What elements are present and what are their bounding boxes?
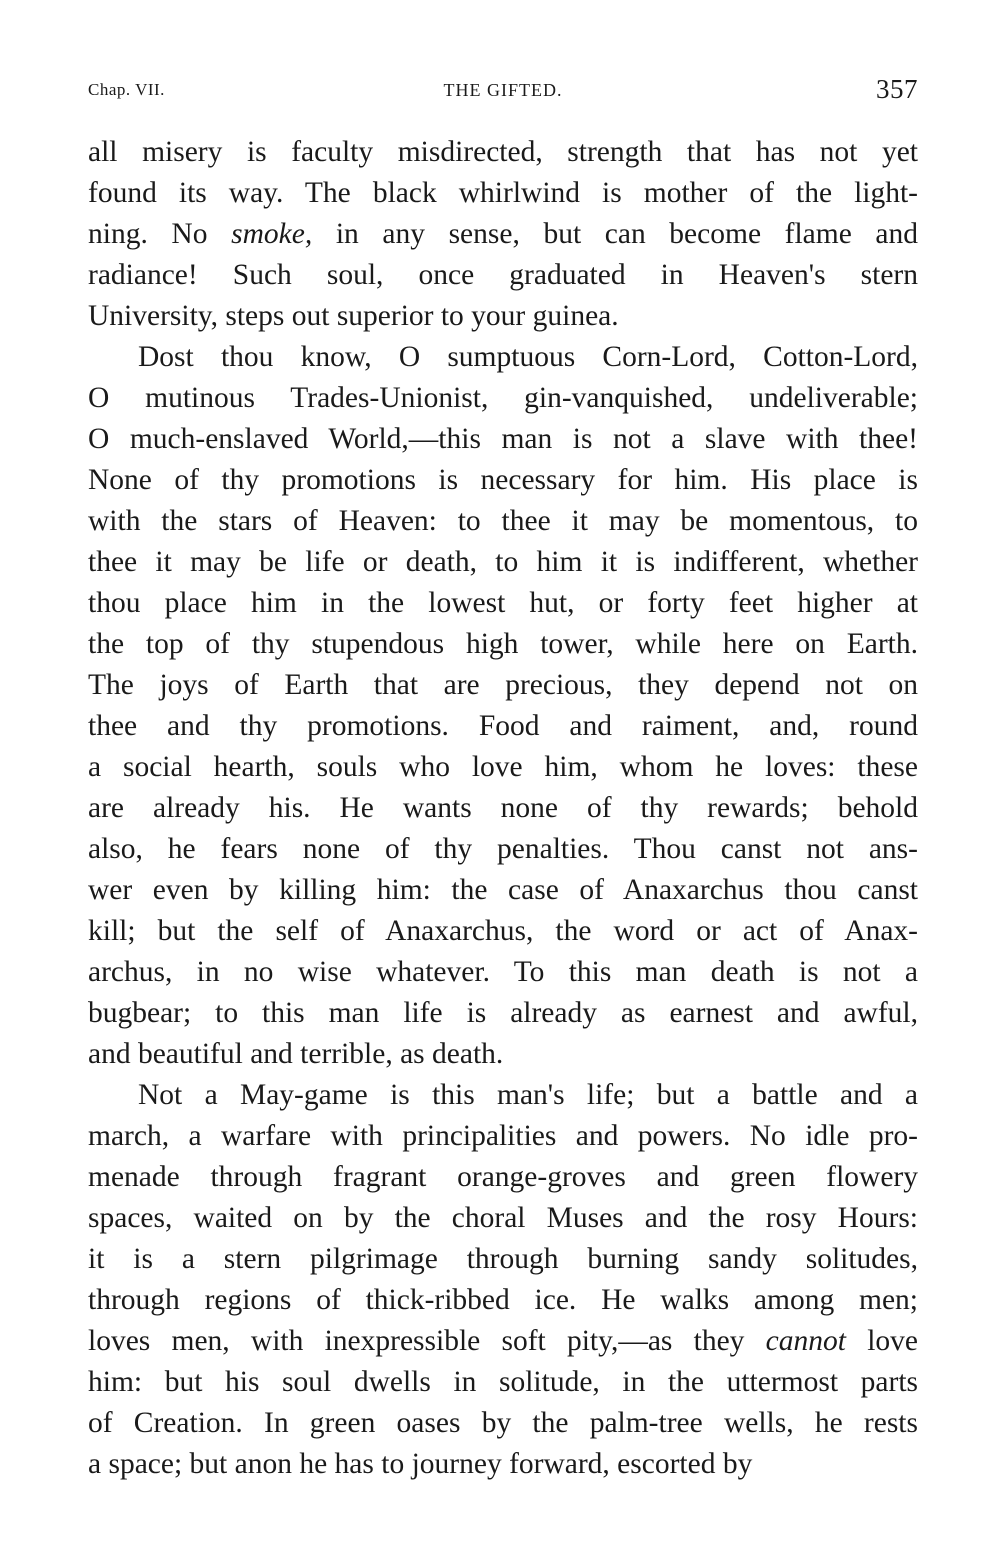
paragraph [88, 337, 918, 1075]
text-line: spaces, waited on by the choral Muses and the rosy Hours: [88, 1202, 918, 1234]
text-line: thou place him in the lowest hut, or forty feet higher at [88, 587, 918, 619]
text-line: it is a stern pilgrimage through burning sandy solitudes, [88, 1243, 918, 1275]
text-line: radiance! Such soul, once graduated in Heaven's stern [88, 259, 918, 291]
text-line: a social hearth, souls who love him, whom he loves: these [88, 751, 918, 783]
text-line: are already his. He wants none of thy rewards; behold [88, 792, 918, 824]
italic-segment: smoke, [231, 218, 313, 250]
text-line: also, he fears none of thy penalties. Thou canst not ans- [88, 833, 918, 865]
text-line: wer even by killing him: the case of Anaxarchus thou canst [88, 874, 918, 906]
body-text [88, 132, 918, 1485]
text-line: None of thy promotions is necessary for him. His place is [88, 464, 918, 496]
paragraph [88, 132, 918, 337]
text-line: bugbear; to this man life is already as earnest and awful, [88, 997, 918, 1029]
text-line [88, 1321, 918, 1362]
text-line: kill; but the self of Anaxarchus, the word or act of Anax- [88, 915, 918, 947]
page-number: 357 [876, 74, 918, 104]
text-line: thee it may be life or death, to him it is indifferent, whether [88, 546, 918, 578]
text-line: him: but his soul dwells in solitude, in the uttermost parts [88, 1366, 918, 1398]
text-line [88, 214, 918, 255]
text-line: of Creation. In green oases by the palm-tree wells, he rests [88, 1407, 918, 1439]
text-line: all misery is faculty misdirected, strength that has not yet [88, 136, 918, 168]
paragraph [88, 1075, 918, 1485]
italic-segment: cannot [765, 1325, 846, 1357]
text-line: with the stars of Heaven: to thee it may be momentous, to [88, 505, 918, 537]
text-segment: loves men, with inexpressible soft pity,—as they [88, 1325, 766, 1357]
text-line: found its way. The black whirlwind is mother of the light- [88, 177, 918, 209]
text-line: march, a warfare with principalities and powers. No idle pro- [88, 1120, 918, 1152]
running-title: THE GIFTED. [443, 80, 563, 100]
chapter-label: Chap. VII. [88, 80, 165, 99]
text-line: O mutinous Trades-Unionist, gin-vanquished, undeliverable; [88, 382, 918, 414]
running-head [88, 74, 918, 110]
text-line: archus, in no wise whatever. To this man death is not a [88, 956, 918, 988]
text-line: thee and thy promotions. Food and raiment, and, round [88, 710, 918, 742]
text-segment: in any sense, but can become flame and [312, 218, 918, 250]
text-line: through regions of thick-ribbed ice. He walks among men; [88, 1284, 918, 1316]
text-line: Not a May-game is this man's life; but a battle and a [138, 1079, 918, 1111]
text-segment: ning. No [88, 218, 232, 250]
text-line: menade through fragrant orange-groves and green flowery [88, 1161, 918, 1193]
text-line: the top of thy stupendous high tower, while here on Earth. [88, 628, 918, 660]
text-line: University, steps out superior to your guinea. [88, 300, 619, 332]
text-line: Dost thou know, O sumptuous Corn-Lord, Cotton-Lord, [138, 341, 918, 373]
text-line: The joys of Earth that are precious, they depend not on [88, 669, 918, 701]
text-line: and beautiful and terrible, as death. [88, 1038, 504, 1070]
text-line: O much-enslaved World,—this man is not a slave with thee! [88, 423, 918, 455]
text-segment: love [845, 1325, 918, 1357]
text-line: a space; but anon he has to journey forward, escorted by [88, 1448, 753, 1480]
